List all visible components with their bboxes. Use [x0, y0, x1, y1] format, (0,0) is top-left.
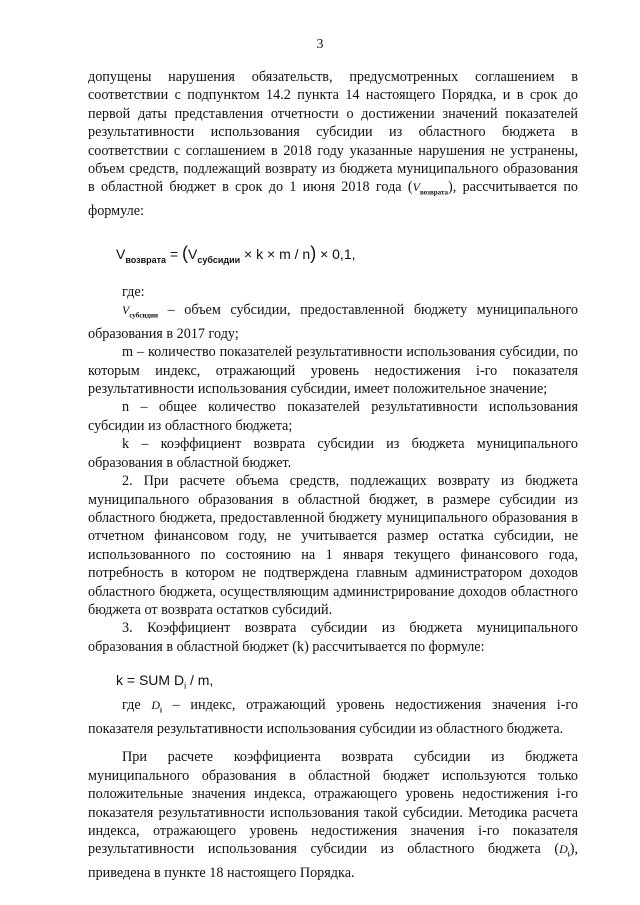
document-body — [88, 68, 578, 883]
symbol-sub: возврата — [419, 188, 449, 197]
formula2-sub: i — [184, 680, 187, 691]
symbol-base: D — [559, 842, 568, 857]
paragraph-2: 2. При расчете объема средств, подлежащих возврату из бюджета муниципального образования в областной бюджет, в размере субсидии из областного бюджета, предоставленной бюджету муниципального образования в отчетном финансовом году, не учитывается размер остатка субсидии, не использованного по состоянию на 1 января текущего финансового года, потребность в котором не подтверждена главным администратором доходов областного бюджета, осуществляющим администрирование доходов областного бюджета от возврата остатков субсидий. — [88, 473, 578, 618]
formula-open-paren: ( — [182, 242, 189, 263]
formula-close-paren: ) — [310, 242, 317, 263]
paragraph-1-end: ), рассчитывается по формуле: — [88, 179, 578, 220]
formula-tail: × 0,1, — [316, 245, 356, 262]
paragraph-3: 3. Коэффициент возврата субсидии из бюджета муниципального образования в областной бюджет (k) рассчитывается по формуле: — [88, 620, 578, 655]
definition-k: k – коэффициент возврата субсидии из бюджета муниципального образования в областной бюджет. — [88, 436, 578, 471]
formula-v-sub: субсидии — [197, 254, 241, 265]
symbol-base: D — [151, 698, 160, 713]
symbol-sub: i — [567, 850, 570, 859]
coefficient-formula — [116, 668, 578, 692]
definition-d — [88, 696, 578, 738]
definition-m: m – количество показателей результативности использования субсидии, по которым индекс, отражающий уровень недостижения i-го показателя результативности использования субсидии, имеет положительное значение; — [88, 344, 578, 398]
paragraph-1-text: допущены нарушения обязательств, предусмотренных соглашением в соответствии с подпунктом 14.2 пункта 14 настоящего Порядка, и в срок до первой даты представления отчетности о достижении значений показателей результативности использования субсидии из областного бюджета в соответствии с соглашением в 2018 году указанные нарушения не устранены, объем средств, подлежащий возврату из бюджета муниципального образования в областной бюджет в срок до 1 июня 2018 года ( — [88, 69, 578, 196]
v-return-symbol — [412, 180, 449, 197]
symbol-sub: субсидии — [129, 311, 159, 320]
formula-eq: = — [166, 245, 183, 262]
definition-v-text: – объем субсидии, предоставленной бюджету муниципального образования в 2017 году; — [88, 302, 578, 342]
formula2-lhs: k = SUM D — [116, 672, 185, 689]
definition-d-text: – индекс, отражающий уровень недостижения значения i-го показателя результативности использования субсидии из областного бюджета. — [88, 697, 578, 737]
paragraph-4-text: При расчете коэффициента возврата субсидии из бюджета муниципального образования в областной бюджет используются только положительные значения индекса, отражающего уровень недостижения i-го показателя результативности использования такой субсидии. Методика расчета индекса, отражающего уровень недостижения значения i-го показателя результативности использования субсидии из областного бюджета ( — [88, 749, 578, 858]
definition-n: n – общее количество показателей результативности использования субсидии из областного бюджета; — [88, 399, 578, 434]
where-label: где: — [122, 283, 145, 300]
d-symbol-inline — [559, 842, 570, 859]
page-number: 3 — [316, 37, 324, 52]
paragraph-4-end: ), приведена в пункте 18 настоящего Порядка. — [88, 841, 578, 882]
paragraph-1 — [88, 68, 578, 221]
formula-lhs-sub: возврата — [125, 254, 167, 265]
d-symbol — [151, 698, 162, 715]
definition-d-prefix: где — [122, 697, 152, 714]
symbol-sub: i — [159, 706, 162, 715]
return-formula — [116, 241, 578, 265]
symbol-base: V — [412, 180, 420, 195]
paragraph-4 — [88, 748, 578, 882]
formula-lhs: V — [116, 245, 126, 262]
symbol-base: V — [122, 303, 130, 318]
formula2-tail: / m, — [186, 672, 214, 689]
v-subsidy-symbol — [122, 303, 159, 320]
definition-v-subsidy — [88, 301, 578, 343]
formula-v: V — [188, 245, 198, 262]
formula-mid: × k × m / n — [240, 245, 311, 262]
